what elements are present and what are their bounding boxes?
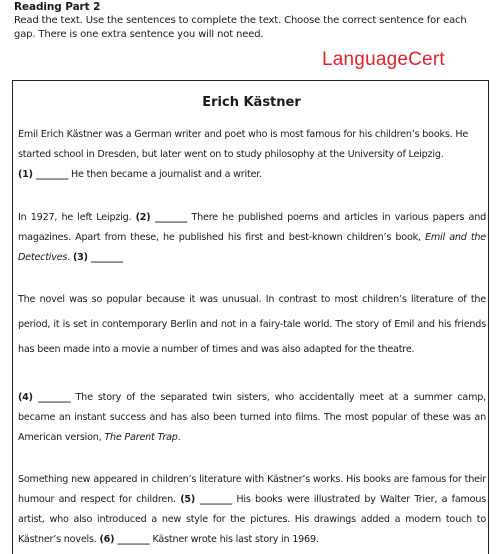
paragraph-2-text-3: .: [67, 252, 73, 263]
paragraph-5-text-3: Kästner wrote his last story in 1969.: [149, 534, 319, 545]
paragraph-5-text-2: His books were illustrated by Walter Trier, a famous artist, who also introduced a new style for the pictures. His drawings added a modern touch to Kästner’s novels.: [18, 494, 486, 545]
paragraph-1: [18, 125, 486, 185]
paragraph-1-line-3: [18, 165, 486, 185]
book-title: Emil and the Detectives: [18, 232, 486, 263]
paragraph-3: The novel was so popular because it was unusual. In contrast to most children’s literature of the period, it is set in contemporary Berlin and not in a fairy-tale world. The story of Emil and his friends has been made into a movie a number of times and was also adapted for the theatre.: [18, 294, 486, 355]
paragraph-4-text-2: .: [177, 432, 181, 443]
paragraph-2-text-2: There he published poems and articles in various papers and magazines. Apart from these, he published his first and best-known children’s book,: [18, 212, 486, 243]
paragraph-5: [18, 470, 486, 550]
paragraph-4-text-1: The story of the separated twin sisters, who accidentally meet at a summer camp, became an instant success and has also been turned into films. The most popular of these was an American version,: [18, 392, 486, 443]
film-title: The Parent Trap: [104, 432, 178, 443]
paragraph-2-text-1: In 1927, he left Leipzig.: [18, 212, 136, 223]
gap-2: (2) _______: [135, 212, 188, 223]
paragraph-2: [18, 208, 486, 268]
paragraph-1-line-2: started school in Dresden, but later went on to study philosophy at the University of Leipzig.: [18, 149, 444, 160]
reading-text-box: [12, 80, 489, 554]
paragraph-1-text: He then became a journalist and a writer.: [68, 169, 262, 180]
gap-6: (6) _______: [99, 534, 150, 545]
gap-5: (5) _______: [180, 494, 232, 505]
article-title: Erich Kästner: [202, 95, 301, 110]
gap-1: (1) _______: [18, 169, 69, 180]
paragraph-4: [18, 388, 486, 448]
paragraph-1-line-1: Emil Erich Kästner was a German writer and poet who is most famous for his children’s books. He: [18, 129, 469, 140]
brand-logo-text: LanguageCert: [322, 49, 445, 70]
instructions-text: Read the text. Use the sentences to complete the text. Choose the correct sentence for each gap. There is one extra sentence you will not need.: [14, 15, 467, 40]
gap-4: (4) _______: [18, 392, 71, 403]
paragraph-5-text-1: Something new appeared in children’s literature with Kästner’s works. His books are famous for their humour and respect for children.: [18, 474, 486, 505]
gap-3: (3) _______: [72, 252, 124, 263]
page-heading: Reading Part 2: [14, 1, 101, 13]
